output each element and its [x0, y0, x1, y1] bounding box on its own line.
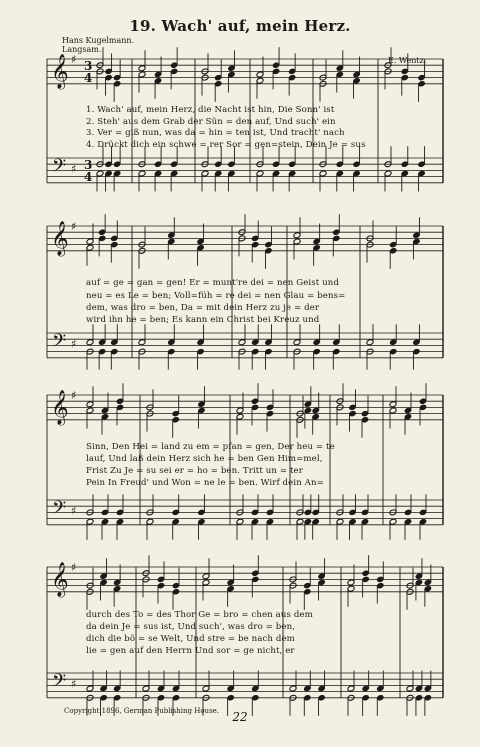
- lyric-line: wird ihn he = ben; Es kann ein Christ bei Kreuz und: [86, 315, 320, 325]
- lyric-line: Frist Zu Je = su sei er = ho = ben. Tritt un = ter: [86, 466, 303, 476]
- bass-clef-icon: 𝄢: [52, 498, 67, 523]
- treble-clef-icon: 𝄞: [51, 54, 69, 89]
- lyric-line: Sinn, Den Hei = land zu em = pfan = gen, Der heu = te: [86, 442, 335, 452]
- lyric-line: 4. Drückt dich ein schwe = rer Sor = gen=stein, Dein Je = sus: [86, 140, 366, 150]
- tempo-marking: Langsam.: [62, 45, 102, 54]
- page-number: 22: [232, 710, 248, 724]
- sharp-icon: ♯: [71, 337, 77, 351]
- lyric-line: auf = ge = gan = gen! Er = munt're dei = nen Geist und: [86, 278, 340, 288]
- copyright-notice: Copyright 1896, German Publishing House.: [64, 707, 220, 715]
- lyric-line: Pein In Freud' und Won = ne le = ben. Wirf dein An=: [86, 478, 324, 488]
- bass-clef-icon: 𝄢: [52, 671, 67, 696]
- lyric-line: 3. Ver = giß nun, was da = hin = ten ist, Und tracht' nach: [86, 128, 345, 138]
- sharp-icon: ♯: [71, 389, 77, 402]
- time-signature: 4: [84, 71, 93, 85]
- lyric-line: dem, was dro = ben, Da = mit dein Herz zu je = der: [86, 303, 320, 313]
- sharp-icon: ♯: [71, 677, 77, 691]
- bass-clef-icon: 𝄢: [52, 331, 67, 356]
- sharp-icon: ♯: [71, 53, 77, 66]
- lyric-line: 1. Wach' auf, mein Herz, die Nacht ist hin, Die Sonn' ist: [86, 105, 335, 115]
- arranger-credit: E. Wentz.: [388, 56, 427, 65]
- bass-clef-icon: 𝄢: [52, 156, 67, 181]
- lyric-line: lie = gen auf den Herrn Und sor = ge nicht, er: [86, 646, 295, 656]
- time-signature: 3: [84, 59, 93, 73]
- time-signature: 4: [84, 170, 93, 184]
- time-signature: 3: [84, 158, 93, 172]
- hymn-title: 19. Wach' auf, mein Herz.: [129, 17, 351, 35]
- treble-clef-icon: 𝄞: [51, 390, 69, 425]
- sharp-icon: ♯: [71, 162, 77, 176]
- sharp-icon: ♯: [71, 220, 77, 233]
- lyric-line: durch des To = des Thor Ge = bro = chen aus dem: [86, 610, 313, 620]
- lyric-line: 2. Steh' aus dem Grab der Sün = den auf, Und such' ein: [86, 117, 336, 127]
- composer-credit: Hans Kugelmann.: [62, 36, 135, 45]
- treble-clef-icon: 𝄞: [51, 221, 69, 256]
- sharp-icon: ♯: [71, 504, 77, 518]
- treble-clef-icon: 𝄞: [51, 562, 69, 597]
- lyric-line: dich die bö = se Welt, Und stre = be nach dem: [86, 634, 295, 644]
- lyric-line: lauf, Und laß dein Herz sich he = ben Gen Him=mel,: [86, 454, 323, 464]
- lyric-line: neu = es Le = ben; Voll=füh = re dei = nen Glau = bens=: [86, 291, 346, 301]
- sharp-icon: ♯: [71, 561, 77, 574]
- lyric-line: da dein Je = sus ist, Und such', was dro = ben,: [86, 622, 296, 632]
